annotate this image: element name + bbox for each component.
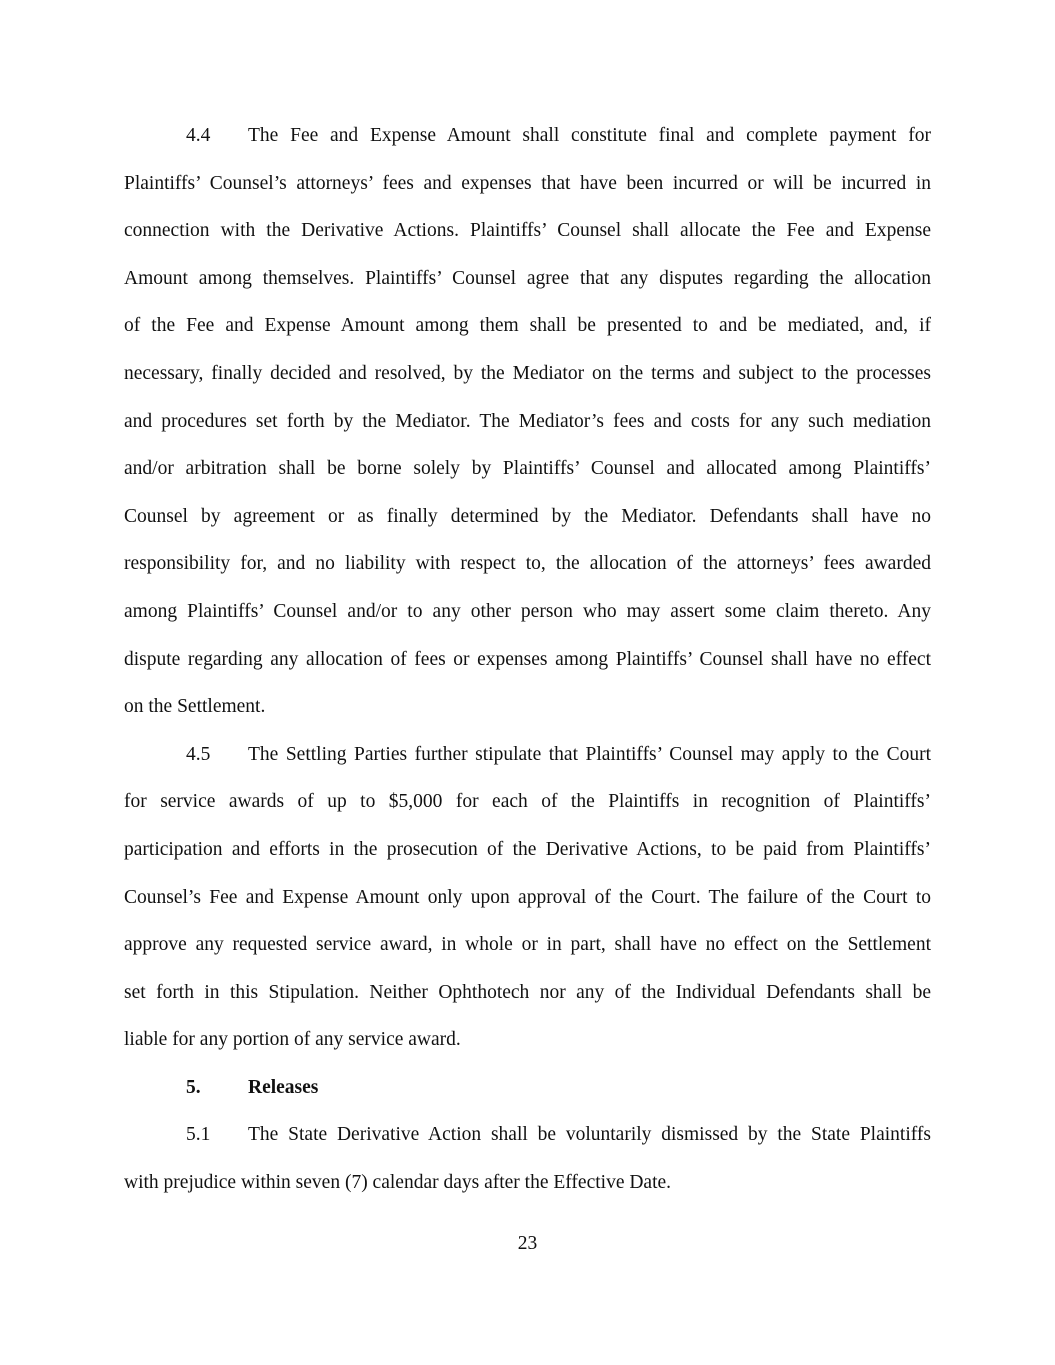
paragraph-line: among Plaintiffs’ Counsel and/or to any other person who may assert some claim thereto. Any — [124, 600, 931, 622]
page-number: 23 — [517, 1233, 538, 1254]
paragraph-line: and/or arbitration shall be borne solely by Plaintiffs’ Counsel and allocated among Plaintiffs’ — [124, 458, 931, 480]
paragraph-4-4 — [124, 112, 931, 731]
paragraph-line: participation and efforts in the prosecution of the Derivative Actions, to be paid from Plaintiffs’ — [124, 838, 931, 860]
paragraph-line: connection with the Derivative Actions. Plaintiffs’ Counsel shall allocate the Fee and Expense — [124, 220, 931, 242]
paragraph-line: on the Settlement. — [124, 696, 266, 718]
paragraph-5-1 — [124, 1111, 931, 1206]
line-text: The Settling Parties further stipulate that Plaintiffs’ Counsel may apply to the Court — [248, 743, 931, 765]
section-number: 5.1 — [186, 1124, 211, 1146]
paragraph-line — [124, 1111, 931, 1159]
document-page — [124, 112, 931, 1207]
section-number: 4.5 — [186, 743, 211, 765]
paragraph-line: Counsel’s Fee and Expense Amount only upon approval of the Court. The failure of the Court to — [124, 886, 931, 908]
section-number: 4.4 — [186, 125, 211, 146]
paragraph-line: Counsel by agreement or as finally determined by the Mediator. Defendants shall have no — [124, 505, 931, 527]
section-title: Releases — [248, 1076, 319, 1098]
paragraph-line: Amount among themselves. Plaintiffs’ Counsel agree that any disputes regarding the allocation — [124, 267, 931, 289]
paragraph-line: dispute regarding any allocation of fees or expenses among Plaintiffs’ Counsel shall have no effect — [124, 648, 931, 670]
paragraph-line: necessary, finally decided and resolved, by the Mediator on the terms and subject to the processes — [124, 362, 931, 384]
line-text: The State Derivative Action shall be voluntarily dismissed by the State Plaintiffs — [248, 1124, 931, 1146]
paragraph-line: of the Fee and Expense Amount among them shall be presented to and be mediated, and, if — [124, 315, 931, 337]
paragraph-line: Plaintiffs’ Counsel’s attorneys’ fees and expenses that have been incurred or will be incurred in — [124, 172, 931, 194]
paragraph-line — [124, 112, 931, 160]
paragraph-4-5 — [124, 731, 931, 1064]
paragraph-line: approve any requested service award, in whole or in part, shall have no effect on the Settlement — [124, 934, 931, 956]
paragraph-line: liable for any portion of any service award. — [124, 1029, 461, 1051]
paragraph-line: with prejudice within seven (7) calendar days after the Effective Date. — [124, 1172, 672, 1194]
paragraph-line — [124, 731, 931, 779]
section-number: 5. — [186, 1076, 201, 1098]
paragraph-line: for service awards of up to $5,000 for each of the Plaintiffs in recognition of Plaintiffs’ — [124, 791, 931, 813]
paragraph-line: and procedures set forth by the Mediator. The Mediator’s fees and costs for any such mediation — [124, 410, 931, 432]
section-heading-releases — [124, 1064, 931, 1112]
paragraph-line: set forth in this Stipulation. Neither Ophthotech nor any of the Individual Defendants shall be — [124, 981, 931, 1003]
line-text: The Fee and Expense Amount shall constitute final and complete payment for — [248, 125, 931, 146]
paragraph-line: responsibility for, and no liability with respect to, the allocation of the attorneys’ fees awarded — [124, 553, 931, 575]
